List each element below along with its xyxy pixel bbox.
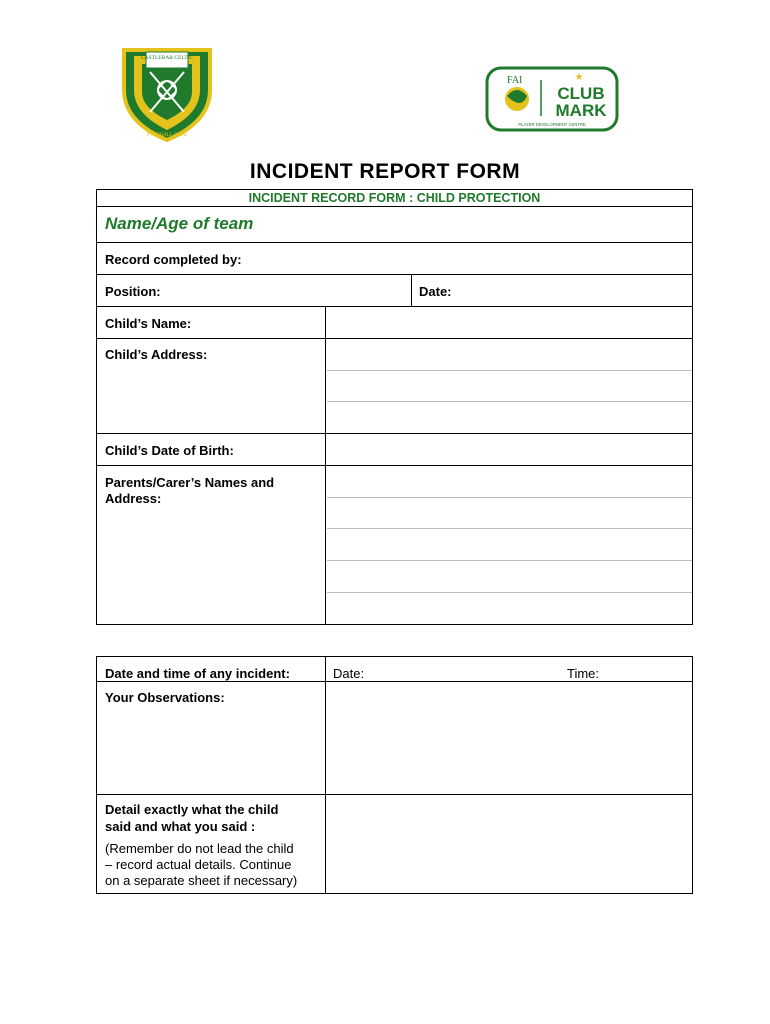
record-completed-by-label: Record completed by: bbox=[105, 252, 242, 267]
castlebar-celtic-crest-logo bbox=[118, 42, 216, 142]
parents-details-field[interactable] bbox=[327, 466, 692, 623]
parents-label-line2: Address: bbox=[105, 491, 162, 506]
ruled-line bbox=[327, 592, 692, 593]
note-line1: (Remember do not lead the child bbox=[105, 841, 294, 856]
position-label: Position: bbox=[105, 284, 161, 299]
team-label: Name/Age of team bbox=[105, 214, 254, 233]
svg-text:CLUB: CLUB bbox=[557, 84, 605, 103]
ruled-line bbox=[327, 497, 692, 498]
ruled-line bbox=[327, 401, 692, 402]
date-label: Date: bbox=[419, 284, 452, 299]
incident-datetime-field[interactable] bbox=[327, 657, 692, 681]
svg-text:★: ★ bbox=[574, 72, 584, 83]
childs-dob-field[interactable] bbox=[327, 434, 692, 465]
divider bbox=[325, 657, 326, 893]
fai-club-mark-logo bbox=[485, 66, 619, 132]
observations-field[interactable] bbox=[327, 682, 692, 794]
incident-details-form bbox=[96, 656, 693, 894]
ruled-line bbox=[327, 370, 692, 371]
observations-label: Your Observations: bbox=[105, 690, 225, 705]
detail-label-line2: said and what you said : bbox=[105, 819, 256, 834]
detail-field[interactable] bbox=[327, 795, 692, 893]
note-line3: on a separate sheet if necessary) bbox=[105, 873, 298, 888]
svg-text:FAI: FAI bbox=[507, 75, 523, 86]
childs-address-label: Child’s Address: bbox=[105, 347, 208, 362]
ruled-line bbox=[327, 560, 692, 561]
svg-text:CASTLEBAR CELTIC: CASTLEBAR CELTIC bbox=[140, 55, 194, 61]
divider bbox=[97, 206, 692, 207]
childs-dob-label: Child’s Date of Birth: bbox=[105, 443, 234, 458]
divider bbox=[411, 274, 412, 306]
page-title: INCIDENT REPORT FORM bbox=[249, 160, 521, 183]
incident-time-label: Time: bbox=[567, 666, 600, 681]
note-line2: – record actual details. Continue bbox=[105, 857, 292, 872]
child-details-form bbox=[96, 189, 693, 625]
parents-label-line1: Parents/Carer’s Names and bbox=[105, 475, 275, 490]
incident-datetime-label: Date and time of any incident: bbox=[105, 666, 290, 681]
incident-date-label: Date: bbox=[333, 666, 365, 681]
ruled-line bbox=[327, 528, 692, 529]
divider bbox=[97, 274, 692, 275]
childs-name-label: Child’s Name: bbox=[105, 316, 192, 331]
svg-text:MARK: MARK bbox=[555, 101, 607, 120]
divider bbox=[97, 242, 692, 243]
detail-label-line1: Detail exactly what the child bbox=[105, 802, 279, 817]
svg-text:FOOTBALL CLUB: FOOTBALL CLUB bbox=[146, 133, 188, 138]
childs-address-field[interactable] bbox=[327, 339, 692, 433]
childs-name-field[interactable] bbox=[327, 307, 692, 338]
svg-text:PLAYER DEVELOPMENT CENTRE: PLAYER DEVELOPMENT CENTRE bbox=[518, 122, 586, 127]
form-subtitle: INCIDENT RECORD FORM : CHILD PROTECTION bbox=[248, 191, 541, 205]
